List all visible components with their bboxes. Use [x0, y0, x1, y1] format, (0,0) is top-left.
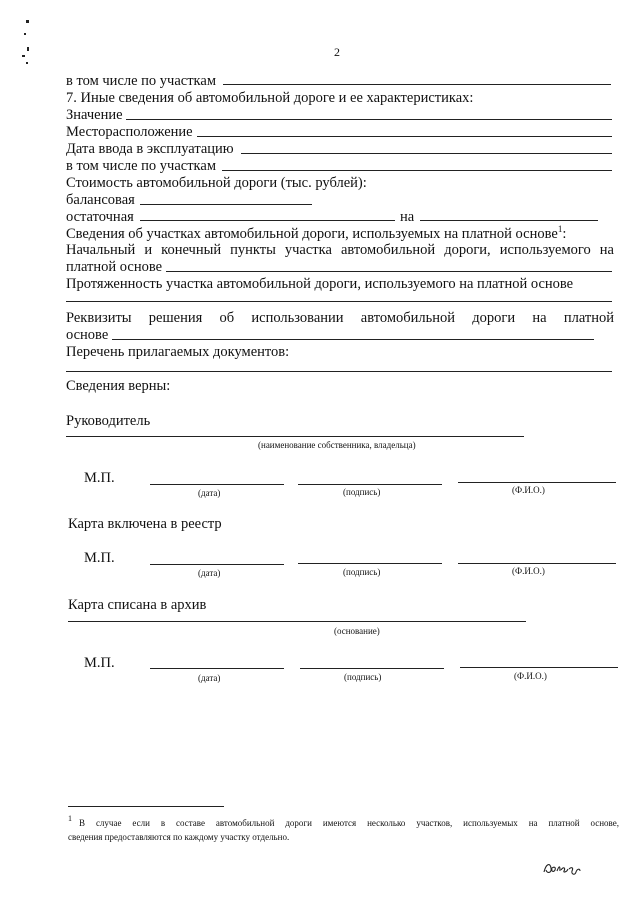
name-caption: (Ф.И.О.) [512, 485, 545, 495]
commission-date-label: Дата ввода в эксплуатацию [66, 141, 234, 157]
footnote-separator [68, 806, 224, 807]
fill-line [66, 371, 612, 372]
fill-line [222, 170, 612, 171]
decision-line-1: Реквизиты решения об использовании автомобильной дороги на платной [66, 310, 614, 326]
fill-line [197, 136, 612, 137]
reason-caption: (основание) [334, 626, 380, 636]
fill-line [140, 220, 395, 221]
signature-caption: (подпись) [343, 567, 381, 577]
binder-mark [22, 55, 25, 57]
date-caption: (дата) [198, 673, 221, 683]
incl-sections-label-2: в том числе по участкам [66, 158, 216, 174]
date-caption: (дата) [198, 568, 221, 578]
meaning-label: Значение [66, 107, 123, 123]
documents-label: Перечень прилагаемых документов: [66, 344, 290, 360]
fill-line [420, 220, 598, 221]
name-caption: (Ф.И.О.) [514, 671, 547, 681]
section-7-heading: 7. Иные сведения об автомобильной дороге и ее характеристиках: [66, 90, 474, 106]
footnote-line-2: сведения предоставляются по каждому участку отдельно. [68, 832, 290, 842]
fill-line [68, 621, 526, 622]
residual-label: остаточная [66, 209, 134, 225]
archived-label: Карта списана в архив [68, 597, 207, 613]
incl-sections-label: в том числе по участкам [66, 73, 216, 89]
cost-label: Стоимость автомобильной дороги (тыс. рублей): [66, 175, 367, 191]
paid-sections-heading [66, 226, 566, 243]
fill-line [66, 301, 612, 302]
fill-line [223, 84, 611, 85]
date-line [150, 668, 284, 669]
signature-caption: (подпись) [343, 487, 381, 497]
fill-line [140, 204, 312, 205]
name-caption: (Ф.И.О.) [512, 566, 545, 576]
name-line [458, 482, 616, 483]
stamp-label: М.П. [84, 550, 115, 566]
paid-sections-text: Сведения об участках автомобильной дороги, используемых на платной основе [66, 226, 558, 242]
endpoints-line-1: Начальный и конечный пункты участка автомобильной дороги, используемого на [66, 242, 614, 258]
balance-label: балансовая [66, 192, 135, 208]
fill-line [241, 153, 612, 154]
footnote-line-1: В случае если в составе автомобильной дороги имеются несколько участков, используемых на платной основе, [79, 818, 619, 828]
fill-line [166, 271, 612, 272]
binder-mark [27, 47, 29, 51]
endpoints-line-2: платной основе [66, 259, 163, 275]
location-label: Месторасположение [66, 124, 193, 140]
fill-line [126, 119, 612, 120]
length-label: Протяженность участка автомобильной дороги, используемого на платной основе [66, 276, 574, 292]
confirmed-label: Сведения верны: [66, 378, 171, 394]
handwritten-initials [542, 858, 584, 880]
decision-line-2: основе [66, 327, 109, 343]
binder-mark [26, 20, 29, 23]
fill-line [66, 436, 524, 437]
date-line [150, 564, 284, 565]
owner-caption: (наименование собственника, владельца) [258, 440, 416, 450]
name-line [460, 667, 618, 668]
binder-mark [24, 33, 26, 35]
date-line [150, 484, 284, 485]
footnote-ref: 1 [557, 224, 563, 234]
footnote-marker: 1 [68, 814, 72, 823]
signature-line [300, 668, 444, 669]
signature-line [298, 484, 442, 485]
signature-line [298, 563, 442, 564]
included-label: Карта включена в реестр [68, 516, 222, 532]
binder-mark [26, 62, 28, 64]
date-caption: (дата) [198, 488, 221, 498]
signature-caption: (подпись) [344, 672, 382, 682]
name-line [458, 563, 616, 564]
head-label: Руководитель [66, 413, 151, 429]
fill-line [112, 339, 594, 340]
stamp-label: М.П. [84, 655, 115, 671]
stamp-label: М.П. [84, 470, 115, 486]
paid-sections-colon: : [562, 226, 567, 242]
residual-on-label: на [400, 209, 415, 225]
page-number: 2 [334, 45, 340, 59]
